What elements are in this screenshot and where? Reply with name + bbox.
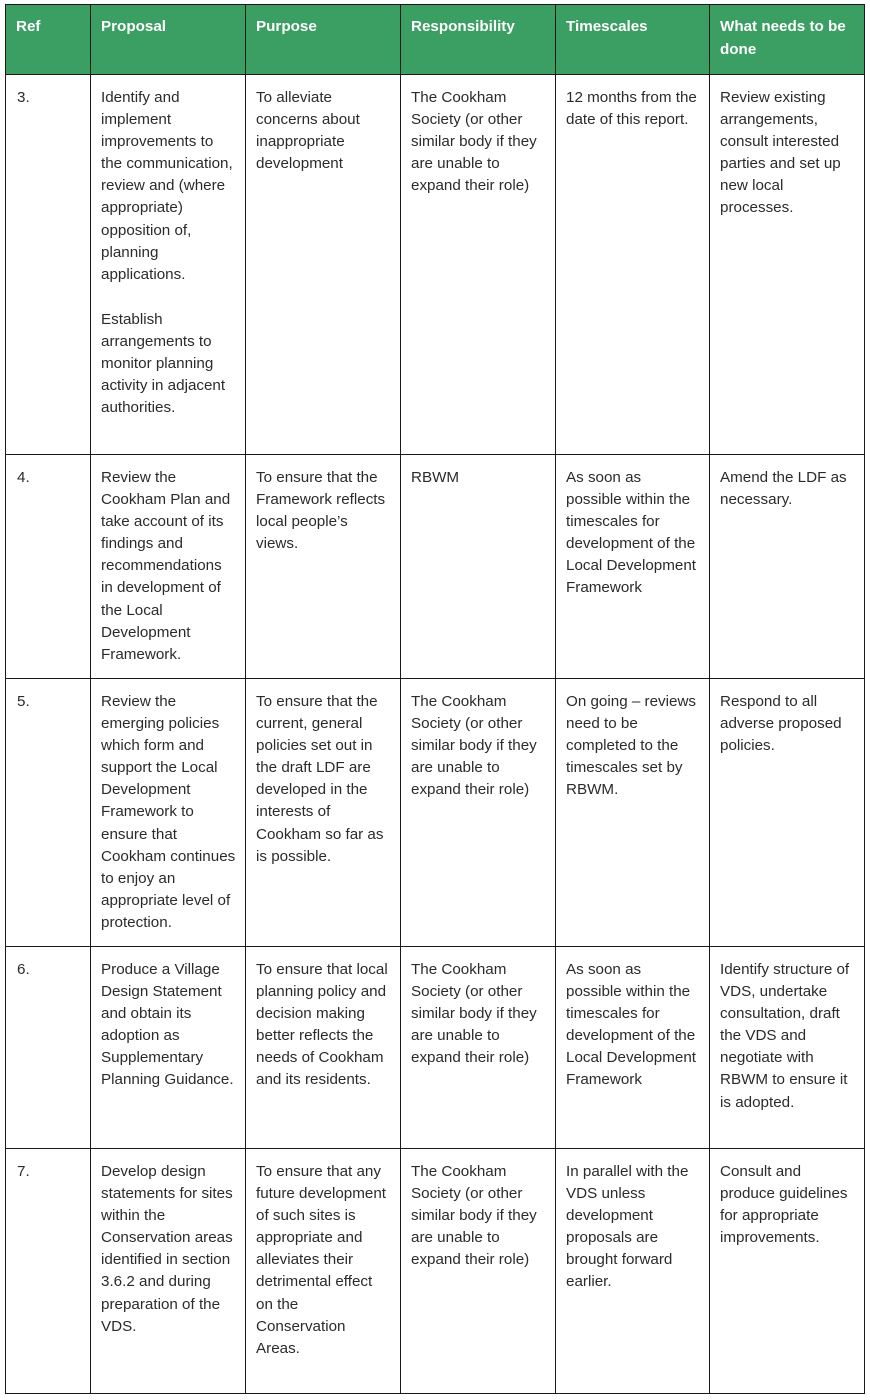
cell-responsibility: RBWM xyxy=(401,455,556,679)
header-responsibility: Responsibility xyxy=(401,5,556,75)
header-proposal: Proposal xyxy=(91,5,246,75)
cell-ref: 7. xyxy=(6,1149,91,1394)
cell-responsibility: The Cookham Society (or other similar body if they are unable to expand their role) xyxy=(401,679,556,947)
cell-responsibility: The Cookham Society (or other similar body if they are unable to expand their role) xyxy=(401,947,556,1149)
cell-ref: 5. xyxy=(6,679,91,947)
cell-timescales: 12 months from the date of this report. xyxy=(556,75,710,455)
cell-timescales: In parallel with the VDS unless development proposals are brought forward earlier. xyxy=(556,1149,710,1394)
cell-responsibility: The Cookham Society (or other similar body if they are unable to expand their role) xyxy=(401,1149,556,1394)
header-ref: Ref xyxy=(6,5,91,75)
cell-ref: 3. xyxy=(6,75,91,455)
table-header xyxy=(6,5,865,75)
table-row xyxy=(6,679,865,947)
table-row xyxy=(6,455,865,679)
cell-actions: Respond to all adverse proposed policies. xyxy=(710,679,865,947)
header-purpose: Purpose xyxy=(246,5,401,75)
proposal-paragraph: Review the emerging policies which form and support the Local Development Framework to ensure that Cookham continues to enjoy an appropriate level of protection. xyxy=(101,693,236,931)
header-row xyxy=(6,5,865,75)
cell-timescales: As soon as possible within the timescales for development of the Local Development Framework xyxy=(556,455,710,679)
cell-ref: 6. xyxy=(6,947,91,1149)
cell-purpose: To ensure that any future development of such sites is appropriate and alleviates their detrimental effect on the Conservation Areas. xyxy=(246,1149,401,1394)
cell-purpose: To alleviate concerns about inappropriate development xyxy=(246,75,401,455)
cell-purpose: To ensure that the Framework reflects local people’s views. xyxy=(246,455,401,679)
header-timescales: Timescales xyxy=(556,5,710,75)
table-row xyxy=(6,1149,865,1394)
proposal-paragraph: Identify and implement improvements to the communication, review and (where appropriate) opposition of, planning applications. xyxy=(101,89,233,283)
proposal-paragraph: Review the Cookham Plan and take account of its findings and recommendations in development of the Local Development Framework. xyxy=(101,469,231,663)
cell-ref: 4. xyxy=(6,455,91,679)
cell-actions: Review existing arrangements, consult interested parties and set up new local processes. xyxy=(710,75,865,455)
table-row xyxy=(6,75,865,455)
cell-timescales: On going – reviews need to be completed to the timescales set by RBWM. xyxy=(556,679,710,947)
header-actions: What needs to be done xyxy=(710,5,865,75)
cell-proposal xyxy=(91,679,246,947)
cell-proposal xyxy=(91,947,246,1149)
proposal-paragraph: Produce a Village Design Statement and obtain its adoption as Supplementary Planning Guidance. xyxy=(101,961,234,1089)
action-plan-table xyxy=(5,4,865,1394)
cell-proposal xyxy=(91,455,246,679)
cell-purpose: To ensure that the current, general policies set out in the draft LDF are developed in the interests of Cookham so far as is possible. xyxy=(246,679,401,947)
cell-actions: Identify structure of VDS, undertake consultation, draft the VDS and negotiate with RBWM to ensure it is adopted. xyxy=(710,947,865,1149)
cell-proposal xyxy=(91,1149,246,1394)
proposal-paragraph: Develop design statements for sites within the Conservation areas identified in section 3.6.2 and during preparation of the VDS. xyxy=(101,1163,233,1335)
cell-responsibility: The Cookham Society (or other similar body if they are unable to expand their role) xyxy=(401,75,556,455)
table-body xyxy=(6,75,865,1394)
cell-timescales: As soon as possible within the timescales for development of the Local Development Framework xyxy=(556,947,710,1149)
cell-actions: Amend the LDF as necessary. xyxy=(710,455,865,679)
table-row xyxy=(6,947,865,1149)
cell-purpose: To ensure that local planning policy and decision making better reflects the needs of Cookham and its residents. xyxy=(246,947,401,1149)
proposal-paragraph: Establish arrangements to monitor planning activity in adjacent authorities. xyxy=(101,310,226,417)
cell-proposal xyxy=(91,75,246,455)
cell-actions: Consult and produce guidelines for appropriate improvements. xyxy=(710,1149,865,1394)
